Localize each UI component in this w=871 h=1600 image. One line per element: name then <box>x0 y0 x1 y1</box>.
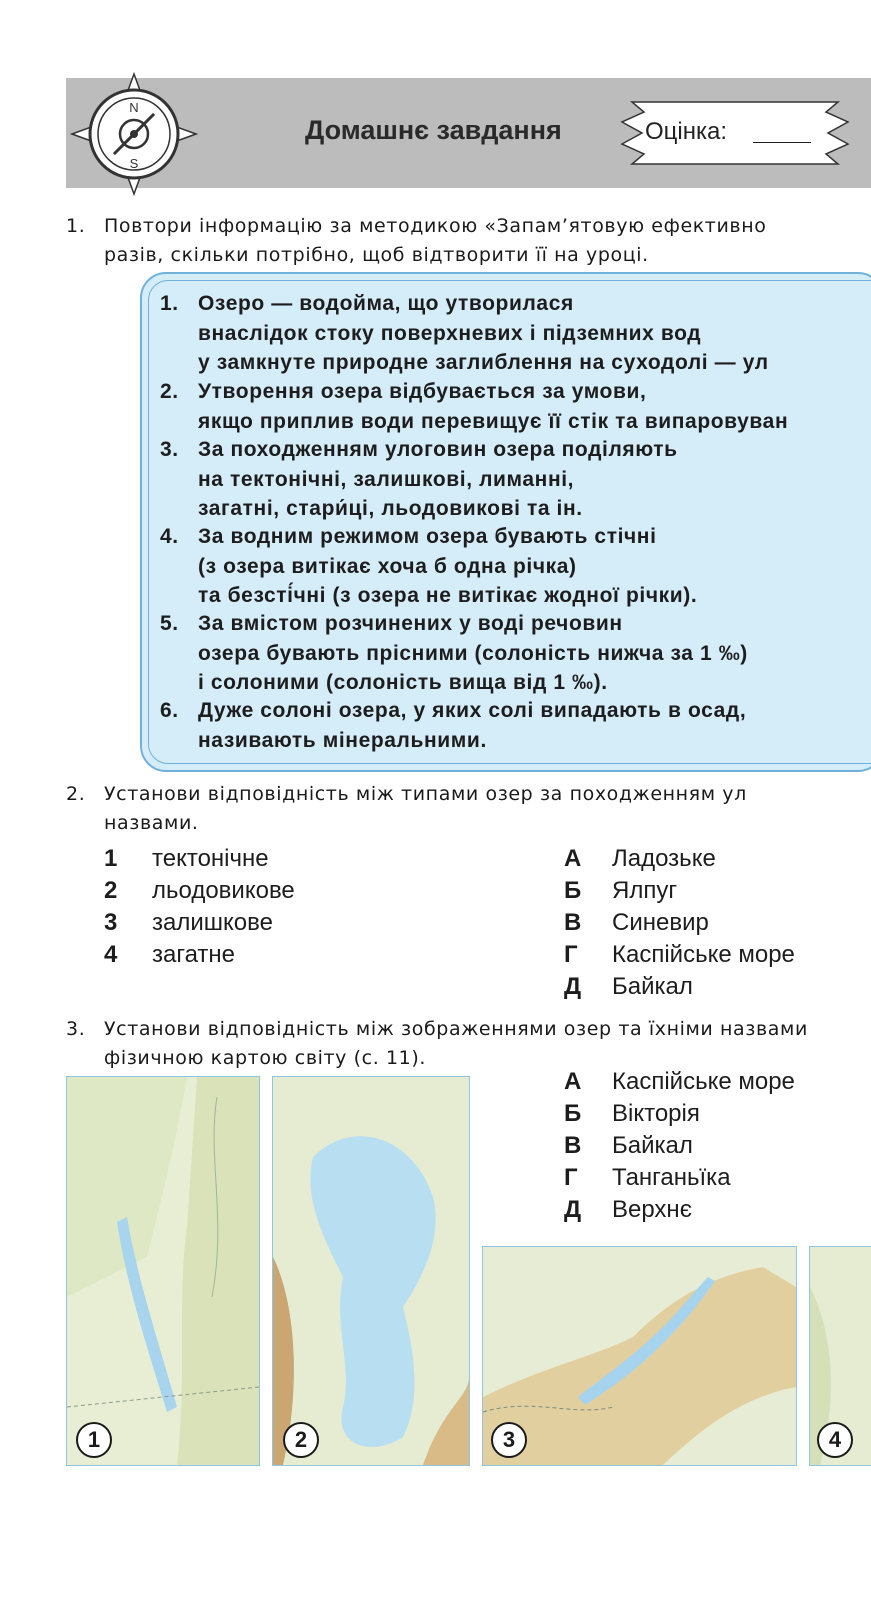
map-4-number: 4 <box>817 1422 853 1458</box>
svg-text:S: S <box>129 156 139 171</box>
compass-icon <box>70 72 198 196</box>
map-3-image <box>482 1246 797 1466</box>
map-2-number: 2 <box>283 1422 319 1458</box>
grade-label: Оцінка: <box>645 118 728 145</box>
map-1-image <box>66 1076 260 1466</box>
map-2-image <box>272 1076 470 1466</box>
page-title: Домашнє завдання <box>305 115 562 145</box>
grade-blank[interactable] <box>753 142 811 143</box>
map-3-number: 3 <box>491 1422 527 1458</box>
svg-text:N: N <box>129 100 139 115</box>
map-1-number: 1 <box>76 1422 112 1458</box>
